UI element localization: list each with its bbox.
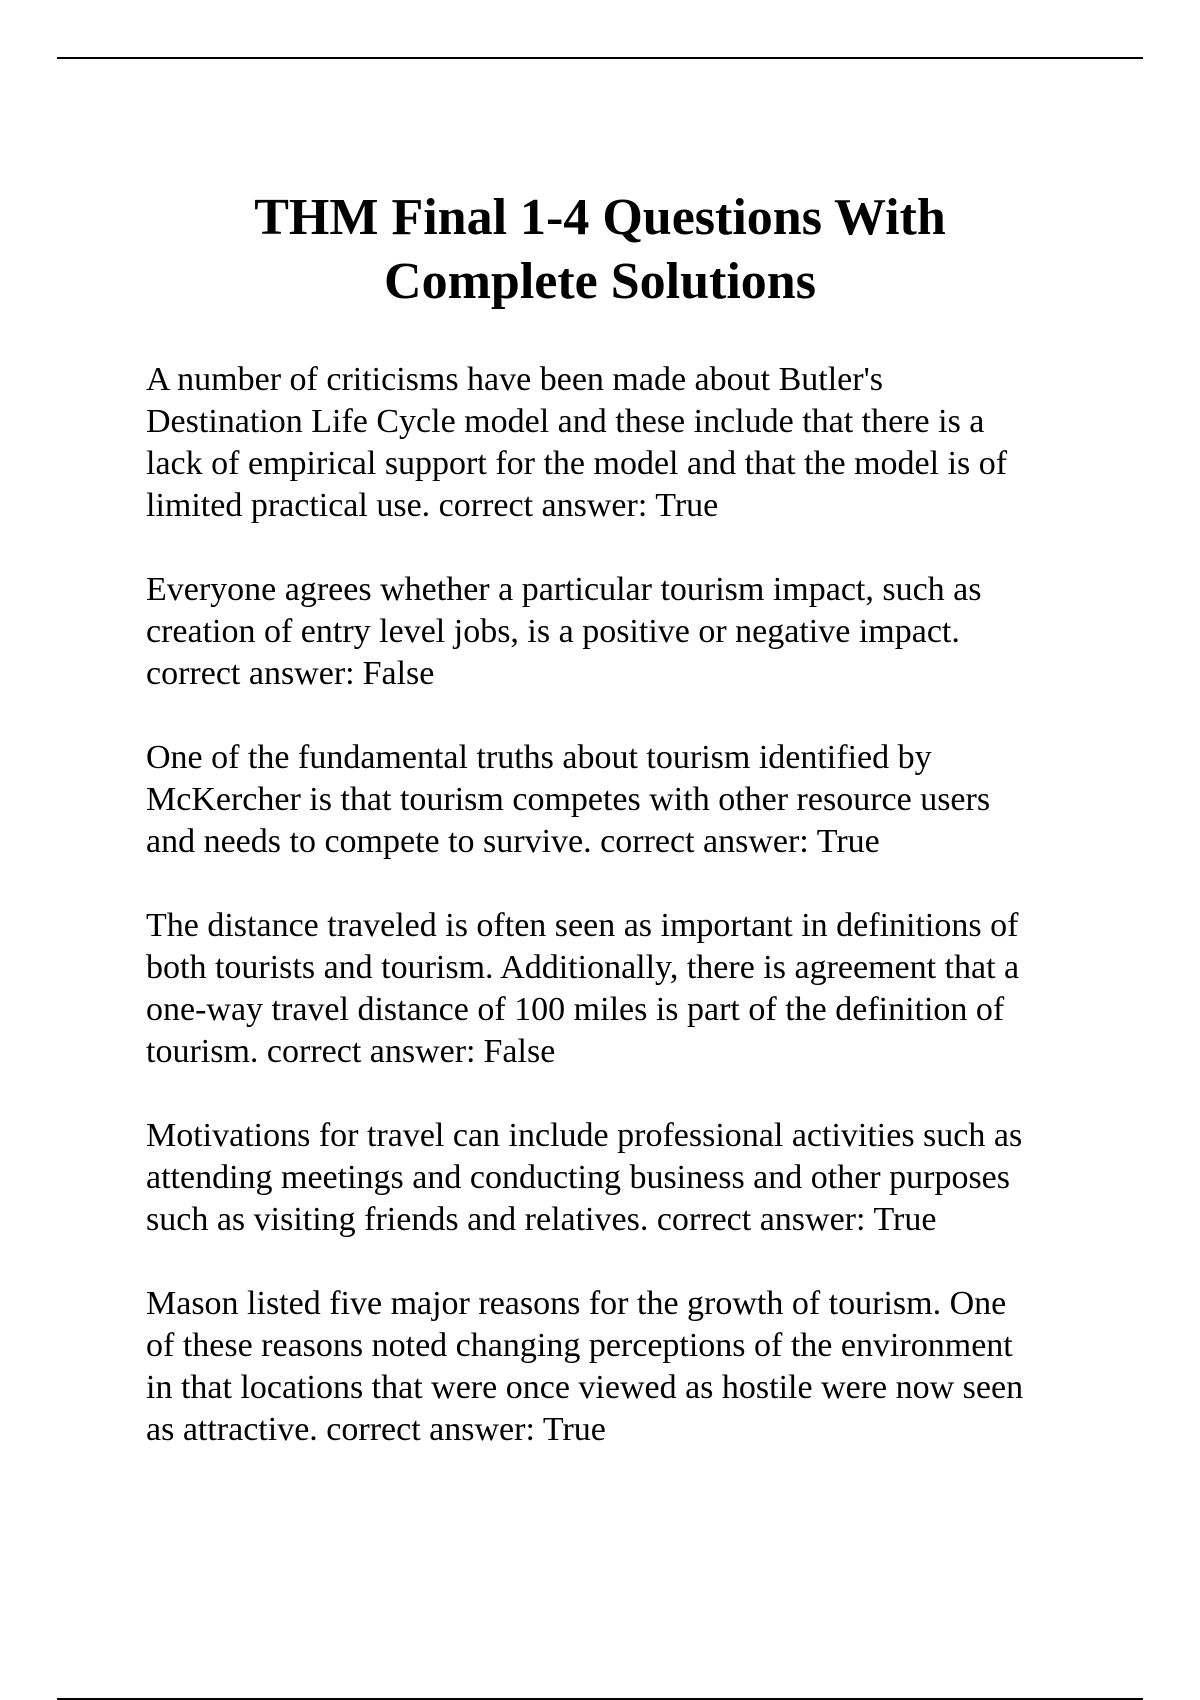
question-text-line: Mason listed five major reasons for the growth of tourism. One [146,1285,1007,1322]
answer-label: correct answer: [266,1033,476,1070]
question-text-line [146,653,1106,695]
question-text: such as visiting friends and relatives. [146,1201,649,1238]
question-text-line [146,485,1106,527]
top-divider [57,57,1143,59]
answer-value: True [655,487,719,524]
question-text: creation of entry level jobs, is a positive or negative impact. [146,613,960,650]
question-text: limited practical use. [146,487,431,524]
answer-label: correct answer: [146,655,355,692]
title-line-1: THM Final 1-4 Questions With [254,189,946,246]
question-text-line: in that locations that were once viewed as hostile were now seen [146,1369,1024,1406]
question-text-line: Everyone agrees whether a particular tourism impact, such as [146,571,982,608]
question-text-line: both tourists and tourism. Additionally, there is agreement that a [146,949,1020,986]
question-text-line [146,1409,1106,1451]
question-text-line: of these reasons noted changing perceptions of the environment [146,1327,1013,1364]
question-text: tourism. [146,1033,259,1070]
answer-label: correct answer: [600,823,809,860]
answer-label: correct answer: [438,487,648,524]
answer-label: correct answer: [656,1201,866,1238]
question-text-line [146,1199,1106,1241]
question-list [146,359,1106,1493]
question-text-line: Destination Life Cycle model and these include that there is a [146,403,985,440]
question-text: as attractive. [146,1411,318,1448]
question-text-line [146,1031,1106,1073]
question-text-line [146,611,1106,653]
question-text-line: McKercher is that tourism competes with other resource users [146,781,991,818]
question-text-line: attending meetings and conducting business and other purposes [146,1159,1010,1196]
answer-value: False [483,1033,556,1070]
answer-value: True [816,823,880,860]
question-text-line: One of the fundamental truths about tourism identified by [146,739,932,776]
question-text-line: Motivations for travel can include professional activities such as [146,1117,1023,1154]
question-text-line: The distance traveled is often seen as important in definitions of [146,907,1019,944]
title-line-2: Complete Solutions [384,253,816,310]
question-text-line: one-way travel distance of 100 miles is part of the definition of [146,991,1005,1028]
question-text: and needs to compete to survive. [146,823,592,860]
question-item [146,1115,1106,1241]
question-item [146,905,1106,1073]
question-item [146,737,1106,863]
answer-value: True [542,1411,606,1448]
page-title [100,186,1100,314]
question-text-line: lack of empirical support for the model and that the model is of [146,445,1008,482]
answer-value: True [873,1201,937,1238]
question-item [146,359,1106,527]
answer-value: False [362,655,435,692]
question-text-line: A number of criticisms have been made about Butler's [146,361,883,398]
answer-label: correct answer: [326,1411,535,1448]
question-item [146,569,1106,695]
question-item [146,1283,1106,1451]
question-text-line [146,821,1106,863]
